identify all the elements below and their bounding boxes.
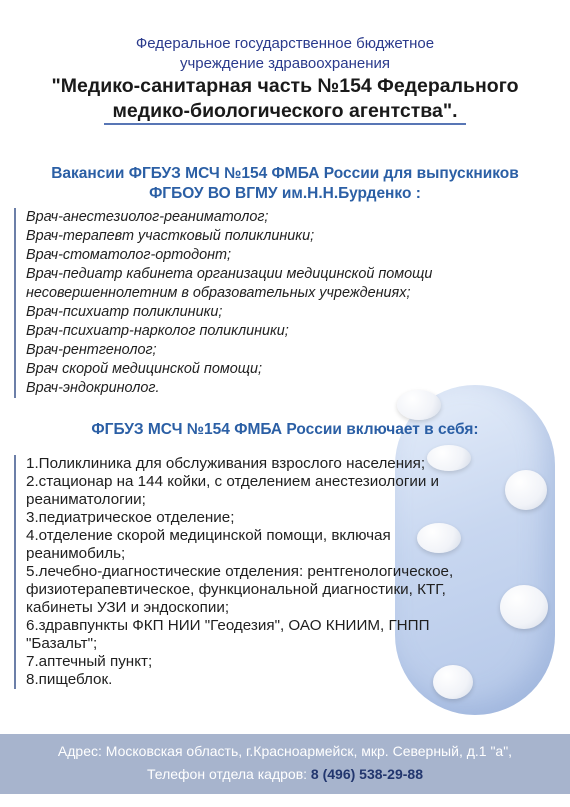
includes-item: 5.лечебно-диагностические отделения: рентгенологическое,	[26, 563, 454, 580]
includes-item: реанимобиль;	[26, 545, 126, 562]
phone-line	[0, 765, 570, 783]
address-text: Адрес: Московская область, г.Красноармейск, мкр. Северный, д.1 "а",	[57, 743, 513, 759]
vacancies-title: Вакансии ФГБУЗ МСЧ №154 ФМБА России для выпускников ФГБОУ ВО ВГМУ им.Н.Н.Бурденко :	[51, 165, 519, 202]
includes-item: 6.здравпункты ФКП НИИ "Геодезия", ОАО КНИИМ, ГНПП	[26, 617, 430, 634]
vacancy-item: Врач-педиатр кабинета организации медицинской помощи	[26, 266, 433, 282]
vacancies-list	[14, 208, 556, 398]
header-line: учреждение здравоохранения	[179, 55, 391, 72]
vacancy-item: Врач-психиатр-нарколог поликлиники;	[26, 323, 289, 339]
phone-number: 8 (496) 538-29-88	[310, 766, 423, 782]
vacancy-item: Врач скорой медицинской помощи;	[26, 361, 262, 377]
includes-list	[14, 455, 570, 689]
vacancy-item: несовершеннолетним в образовательных учреждениях;	[26, 285, 411, 301]
includes-item: 7.аптечный пункт;	[26, 653, 153, 670]
includes-item: 3.педиатрическое отделение;	[26, 509, 235, 526]
includes-title: ФГБУЗ МСЧ №154 ФМБА России включает в себя:	[91, 421, 479, 438]
includes-item: физиотерапевтическое, функциональной диагностики, КТГ,	[26, 581, 446, 598]
vacancy-item: Врач-эндокринолог.	[26, 380, 160, 396]
includes-item: 4.отделение скорой медицинской помощи, включая	[26, 527, 391, 544]
includes-item: 2.стационар на 144 койки, с отделением анестезиологии и	[26, 473, 440, 490]
includes-item: кабинеты УЗИ и эндоскопии;	[26, 599, 230, 616]
includes-item: 1.Поликлиника для обслуживания взрослого населения;	[26, 455, 426, 472]
vacancy-item: Врач-психиатр поликлиники;	[26, 304, 223, 320]
organization-title: "Медико-санитарная часть №154 Федерального	[51, 75, 519, 97]
vacancy-item: Врач-стоматолог-ортодонт;	[26, 247, 231, 263]
includes-item: "Базальт";	[26, 635, 98, 652]
organization-header	[0, 34, 570, 124]
contact-footer	[0, 734, 570, 794]
phone-label: Телефон отдела кадров:	[147, 766, 308, 782]
vacancy-item: Врач-терапевт участковый поликлиники;	[26, 228, 315, 244]
vacancy-item: Врач-анестезиолог-реаниматолог;	[26, 209, 269, 225]
vacancy-item: Врач-рентгенолог;	[26, 342, 157, 358]
header-line: Федеральное государственное бюджетное	[135, 35, 435, 52]
includes-item: реаниматологии;	[26, 491, 146, 508]
organization-title-continued: медико-биологического агентства".	[0, 99, 570, 124]
includes-item: 8.пищеблок.	[26, 671, 113, 688]
